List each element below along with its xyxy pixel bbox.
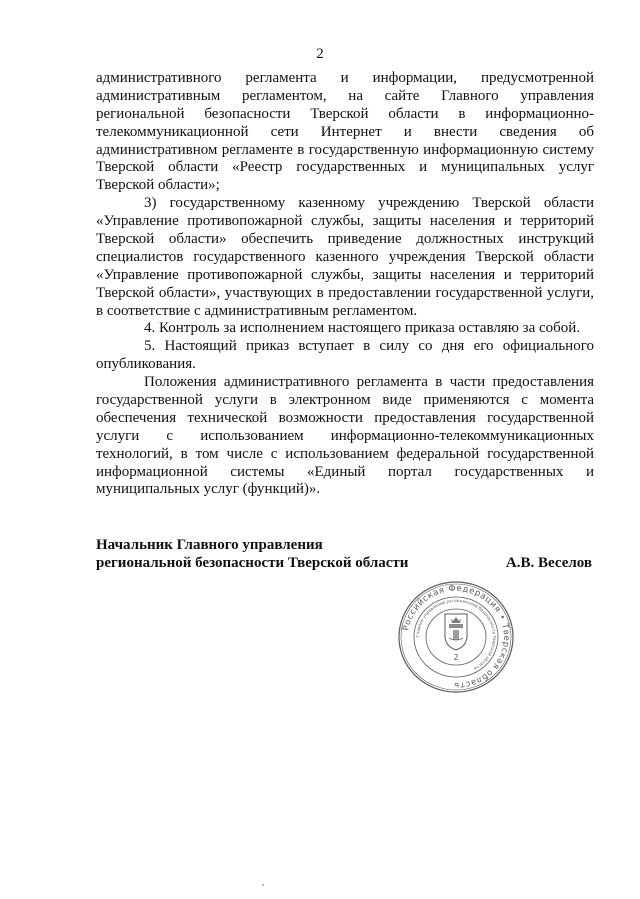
text-line: информационной системы «Единый портал государственных и xyxy=(96,463,594,480)
paragraph-item-5 xyxy=(96,338,594,374)
text-line: услуги с использованием информационно-телекоммуникационных xyxy=(96,427,594,444)
seal-stamp-icon xyxy=(396,580,516,695)
text-line: Тверской области» обеспечить приведение должностных инструкций xyxy=(96,231,594,248)
paragraph-item-3 xyxy=(96,195,594,320)
text-line: технологий, в том числе с использованием федеральной государственной xyxy=(96,445,594,462)
seal-inner-text: Главное управление региональной безопасности Тверской области xyxy=(414,597,498,672)
seal-outer-text: Российская Федерация • Тверская область xyxy=(401,583,512,691)
text-line: региональной безопасности Тверской области в информационно- xyxy=(96,105,594,122)
text-line: Тверской области «Реестр государственных и муниципальных услуг xyxy=(96,159,594,176)
official-seal xyxy=(396,580,516,695)
text-line: опубликования. xyxy=(96,356,196,373)
signer-name: А.В. Веселов xyxy=(505,555,592,571)
scan-dot xyxy=(262,884,264,886)
document-body xyxy=(96,70,594,499)
signer-position-line-1: Начальник Главного управления xyxy=(96,537,323,553)
page-number: 2 xyxy=(316,46,324,62)
text-line: 5. Настоящий приказ вступает в силу со дня его официального xyxy=(144,338,594,355)
seal-center-number: 2 xyxy=(453,653,459,662)
text-line: Тверской области», участвующих в предоставлении государственной услуги, xyxy=(96,284,594,301)
paragraph-1 xyxy=(96,70,594,195)
coat-of-arms-icon xyxy=(445,614,467,650)
text-line: «Управление противопожарной службы, защиты населения и территорий xyxy=(96,266,594,283)
text-line: Тверской области»; xyxy=(96,177,220,194)
text-line: «Управление противопожарной службы, защиты населения и территорий xyxy=(96,213,594,230)
text-line: административного регламента и информации, предусмотренной xyxy=(96,70,594,86)
signature-block xyxy=(96,536,594,572)
text-line: обеспечения технической возможности предоставления государственной xyxy=(96,409,594,426)
text-line: 4. Контроль за исполнением настоящего приказа оставляю за собой. xyxy=(144,320,581,337)
paragraph-item-4 xyxy=(96,320,594,338)
text-line: муниципальных услуг (функций)». xyxy=(96,481,321,498)
text-line: государственной услуги в электронном виде применяются с момента xyxy=(96,392,594,409)
text-line: телекоммуникационной сети Интернет и внести сведения об xyxy=(96,123,594,140)
text-line: административным регламентом, на сайте Главного управления xyxy=(96,87,594,104)
text-line: административном регламенте в государственную информационную систему xyxy=(96,141,594,158)
text-line: Положения административного регламента в части предоставления xyxy=(144,374,594,391)
text-line: в соответствие с административным регламентом. xyxy=(96,302,418,319)
paragraph-provisions xyxy=(96,374,594,499)
text-line: 3) государственному казенному учреждению Тверской области xyxy=(144,195,594,212)
signer-position-line-2: региональной безопасности Тверской области xyxy=(96,555,409,571)
text-line: специалистов государственного казенного учреждения Тверской области xyxy=(96,248,594,265)
